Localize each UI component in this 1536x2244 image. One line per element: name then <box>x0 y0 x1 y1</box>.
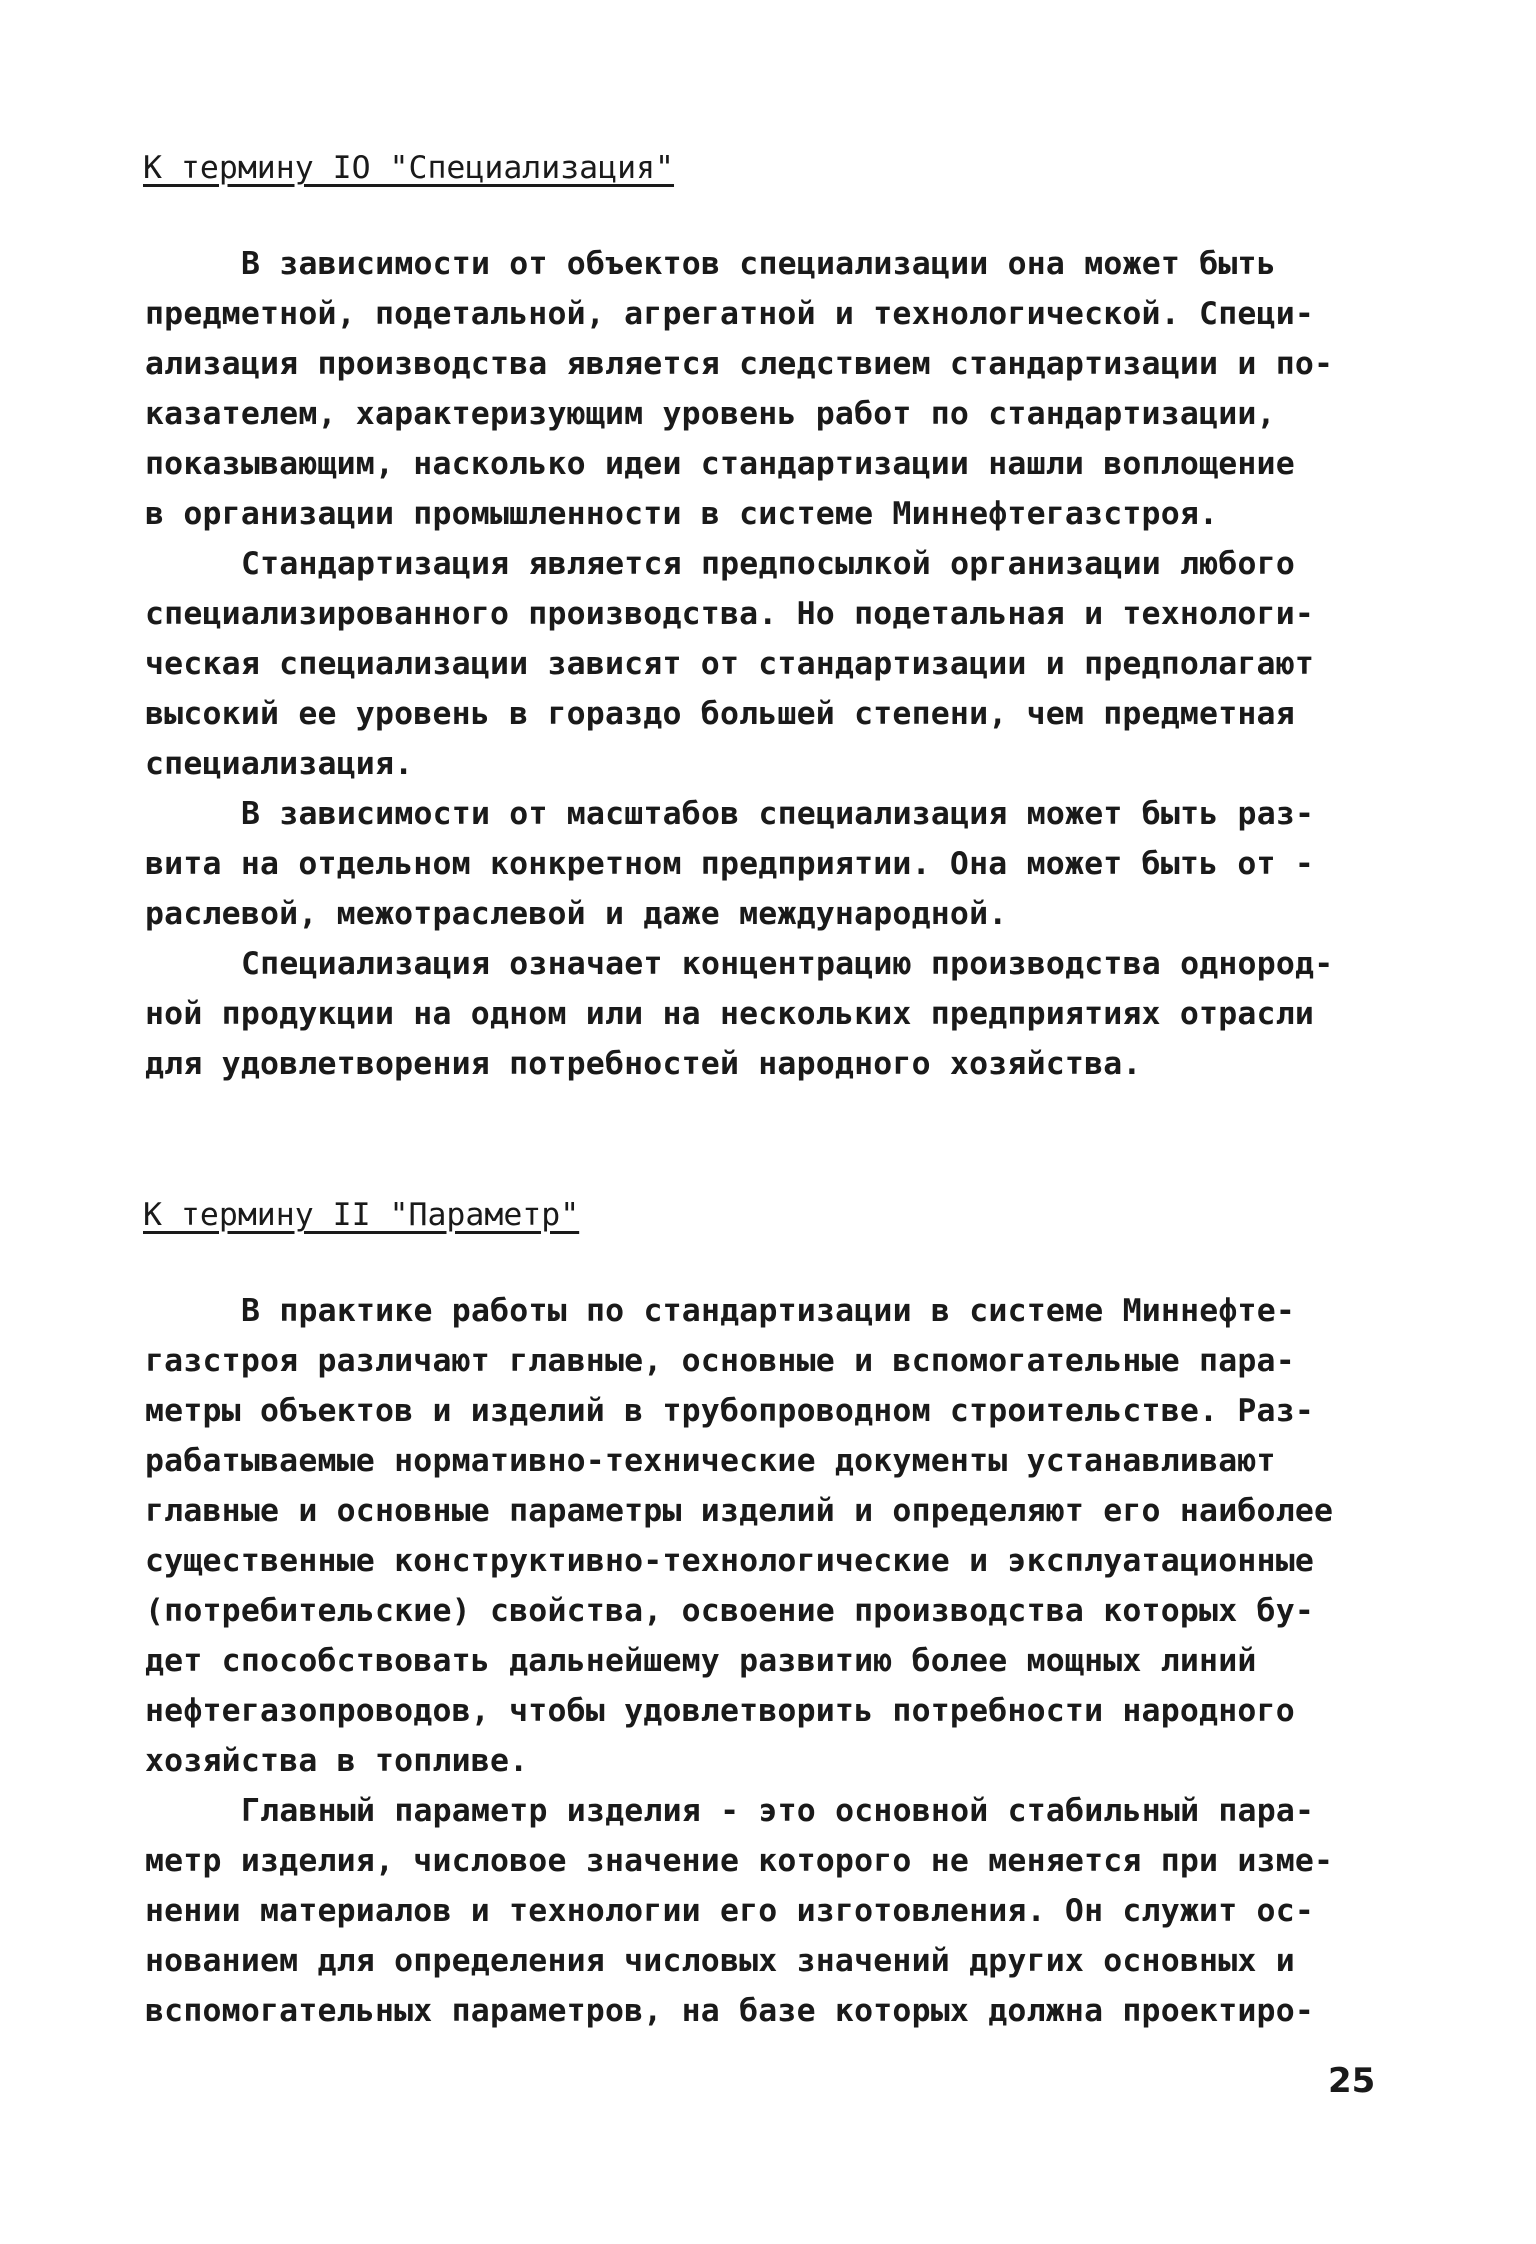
page-number: 25 <box>1328 2061 1376 2101</box>
text-line: раслевой, межотраслевой и даже международной. <box>145 896 1008 932</box>
text-line: для удовлетворения потребностей народного хозяйства. <box>145 1046 1142 1082</box>
text-line: специализированного производства. Но подетальная и технологи- <box>145 596 1315 632</box>
text-line: ализация производства является следствием стандартизации и по- <box>145 346 1334 382</box>
text-line: специализация. <box>145 746 414 782</box>
text-line: газстроя различают главные, основные и вспомогательные пара- <box>145 1343 1295 1379</box>
text-line: нованием для определения числовых значений других основных и <box>145 1943 1295 1979</box>
text-line: метр изделия, числовое значение которого не меняется при изме- <box>145 1843 1334 1879</box>
text-line: в организации промышленности в системе Миннефтегазстроя. <box>145 496 1219 532</box>
section-heading-specialization: К термину IO "Специализация" <box>143 150 675 186</box>
text-line: В практике работы по стандартизации в системе Миннефте- <box>241 1293 1296 1329</box>
text-line: дет способствовать дальнейшему развитию более мощных линий <box>145 1643 1257 1679</box>
text-line: существенные конструктивно-технологические и эксплуатационные <box>145 1543 1315 1579</box>
text-line: В зависимости от масштабов специализация может быть раз- <box>241 796 1315 832</box>
text-line: Специализация означает концентрацию производства однород- <box>241 946 1334 982</box>
text-line: нении материалов и технологии его изготовления. Он служит ос- <box>145 1893 1315 1929</box>
text-line: нефтегазопроводов, чтобы удовлетворить потребности народного <box>145 1693 1295 1729</box>
text-line: главные и основные параметры изделий и определяют его наиболее <box>145 1493 1334 1529</box>
text-line: Главный параметр изделия - это основной стабильный пара- <box>241 1793 1315 1829</box>
text-line: Стандартизация является предпосылкой организации любого <box>241 546 1296 582</box>
text-line: ческая специализации зависят от стандартизации и предполагают <box>145 646 1315 682</box>
text-line: рабатываемые нормативно-технические документы устанавливают <box>145 1443 1276 1479</box>
text-line: высокий ее уровень в гораздо большей степени, чем предметная <box>145 696 1295 732</box>
text-line: хозяйства в топливе. <box>145 1743 529 1779</box>
text-line: В зависимости от объектов специализации она может быть <box>241 246 1276 282</box>
section-heading-parameter: К термину II "Параметр" <box>143 1197 580 1233</box>
text-line: ной продукции на одном или на нескольких предприятиях отрасли <box>145 996 1315 1032</box>
text-line: метры объектов и изделий в трубопроводном строительстве. Раз- <box>145 1393 1315 1429</box>
text-line: вспомогательных параметров, на базе которых должна проектиро- <box>145 1993 1315 2029</box>
text-line: вита на отдельном конкретном предприятии. Она может быть от - <box>145 846 1315 882</box>
text-line: предметной, подетальной, агрегатной и технологической. Специ- <box>145 296 1315 332</box>
text-line: (потребительские) свойства, освоение производства которых бу- <box>145 1593 1315 1629</box>
text-line: показывающим, насколько идеи стандартизации нашли воплощение <box>145 446 1295 482</box>
text-line: казателем, характеризующим уровень работ по стандартизации, <box>145 396 1276 432</box>
